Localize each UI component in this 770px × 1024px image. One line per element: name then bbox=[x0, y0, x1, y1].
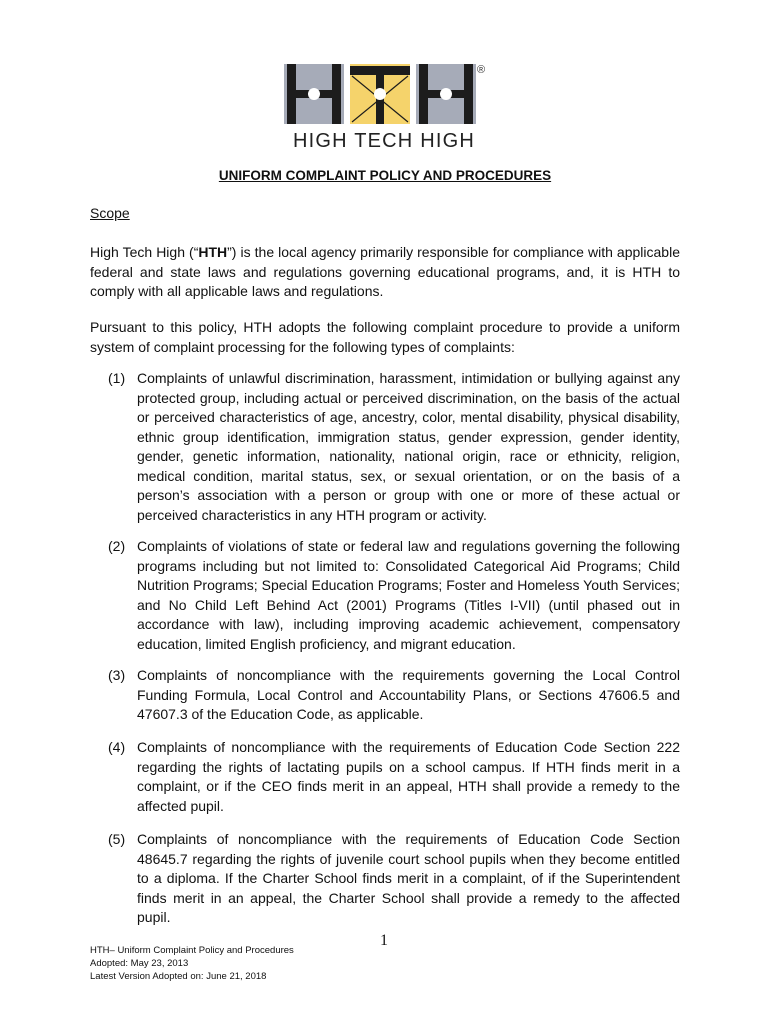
page-number: 1 bbox=[380, 932, 388, 949]
list-item-number: (4) bbox=[108, 739, 126, 755]
list-item-number: (5) bbox=[108, 831, 126, 847]
footer-line-title: HTH– Uniform Complaint Policy and Procedures bbox=[90, 945, 294, 956]
intro-paragraph bbox=[90, 243, 680, 302]
logo bbox=[284, 64, 494, 154]
list-item-text: Complaints of noncompliance with the requirements of Education Code Section 48645.7 regarding the rights of juvenile court school pupils when they become entitled to a diploma. If the Charter School finds merit in a complaint, of if the Superintendent finds merit in an appeal, the Charter School shall provide a remedy to the affected pupil. bbox=[137, 831, 680, 925]
intro-text-after: ”) is the local agency primarily responsible for compliance with applicable federal and state laws and regulations governing educational programs, and, it is HTH to comply with all applicable laws and regulations. bbox=[90, 244, 680, 299]
list-item-text: Complaints of violations of state or federal law and regulations governing the following programs including but not limited to: Consolidated Categorical Aid Programs; Child Nutrition Programs; Special Education Programs; Foster and Homeless Youth Services; and No Child Left Behind Act (2001) Programs (Titles I-VII) (until phased out in accordance with law), including improving academic achievement, compensatory education, limited English proficiency, and migrant education. bbox=[137, 538, 680, 652]
list-item-text: Complaints of unlawful discrimination, harassment, intimidation or bullying against any protected group, including actual or perceived discrimination, on the basis of the actual or perceived characteristics of age, ancestry, color, mental disability, physical disability, ethnic group identification, immigration status, gender expression, gender identity, gender, genetic information, nationality, national origin, race or ethnicity, religion, medical condition, marital status, sex, or sexual orientation, or on the basis of a person’s association with a person or group with one or more of these actual or perceived characteristics in any HTH program or activity. bbox=[137, 370, 680, 523]
hth-logo-icon bbox=[284, 64, 476, 126]
pursuant-paragraph: Pursuant to this policy, HTH adopts the following complaint procedure to provide a uniform system of complaint processing for the following types of complaints: bbox=[90, 319, 680, 355]
list-item-number: (3) bbox=[108, 667, 126, 683]
document-title: UNIFORM COMPLAINT POLICY AND PROCEDURES bbox=[218, 168, 552, 183]
footer-line-latest: Latest Version Adopted on: June 21, 2018 bbox=[90, 971, 267, 982]
registered-mark: ® bbox=[477, 64, 486, 76]
list-item-text: Complaints of noncompliance with the requirements of Education Code Section 222 regarding the rights of lactating pupils on a school campus. If HTH finds merit in a complaint, or if the CEO finds merit in an appeal, HTH shall provide a remedy to the affected pupil. bbox=[137, 739, 680, 814]
list-item-text: Complaints of noncompliance with the requirements governing the Local Control Funding Formula, Local Control and Accountability Plans, or Sections 47606.5 and 47607.3 of the Education Code, as applicable. bbox=[137, 667, 680, 722]
list-item-number: (2) bbox=[108, 538, 126, 554]
document-footer bbox=[90, 944, 294, 983]
intro-text-before: High Tech High (“ bbox=[90, 244, 199, 260]
logo-wordmark: HIGH TECH HIGH bbox=[293, 130, 475, 152]
list-item-number: (1) bbox=[108, 370, 126, 386]
scope-heading: Scope bbox=[90, 205, 130, 221]
intro-bold-hth: HTH bbox=[198, 244, 228, 260]
footer-line-adopted: Adopted: May 23, 2013 bbox=[90, 958, 189, 969]
